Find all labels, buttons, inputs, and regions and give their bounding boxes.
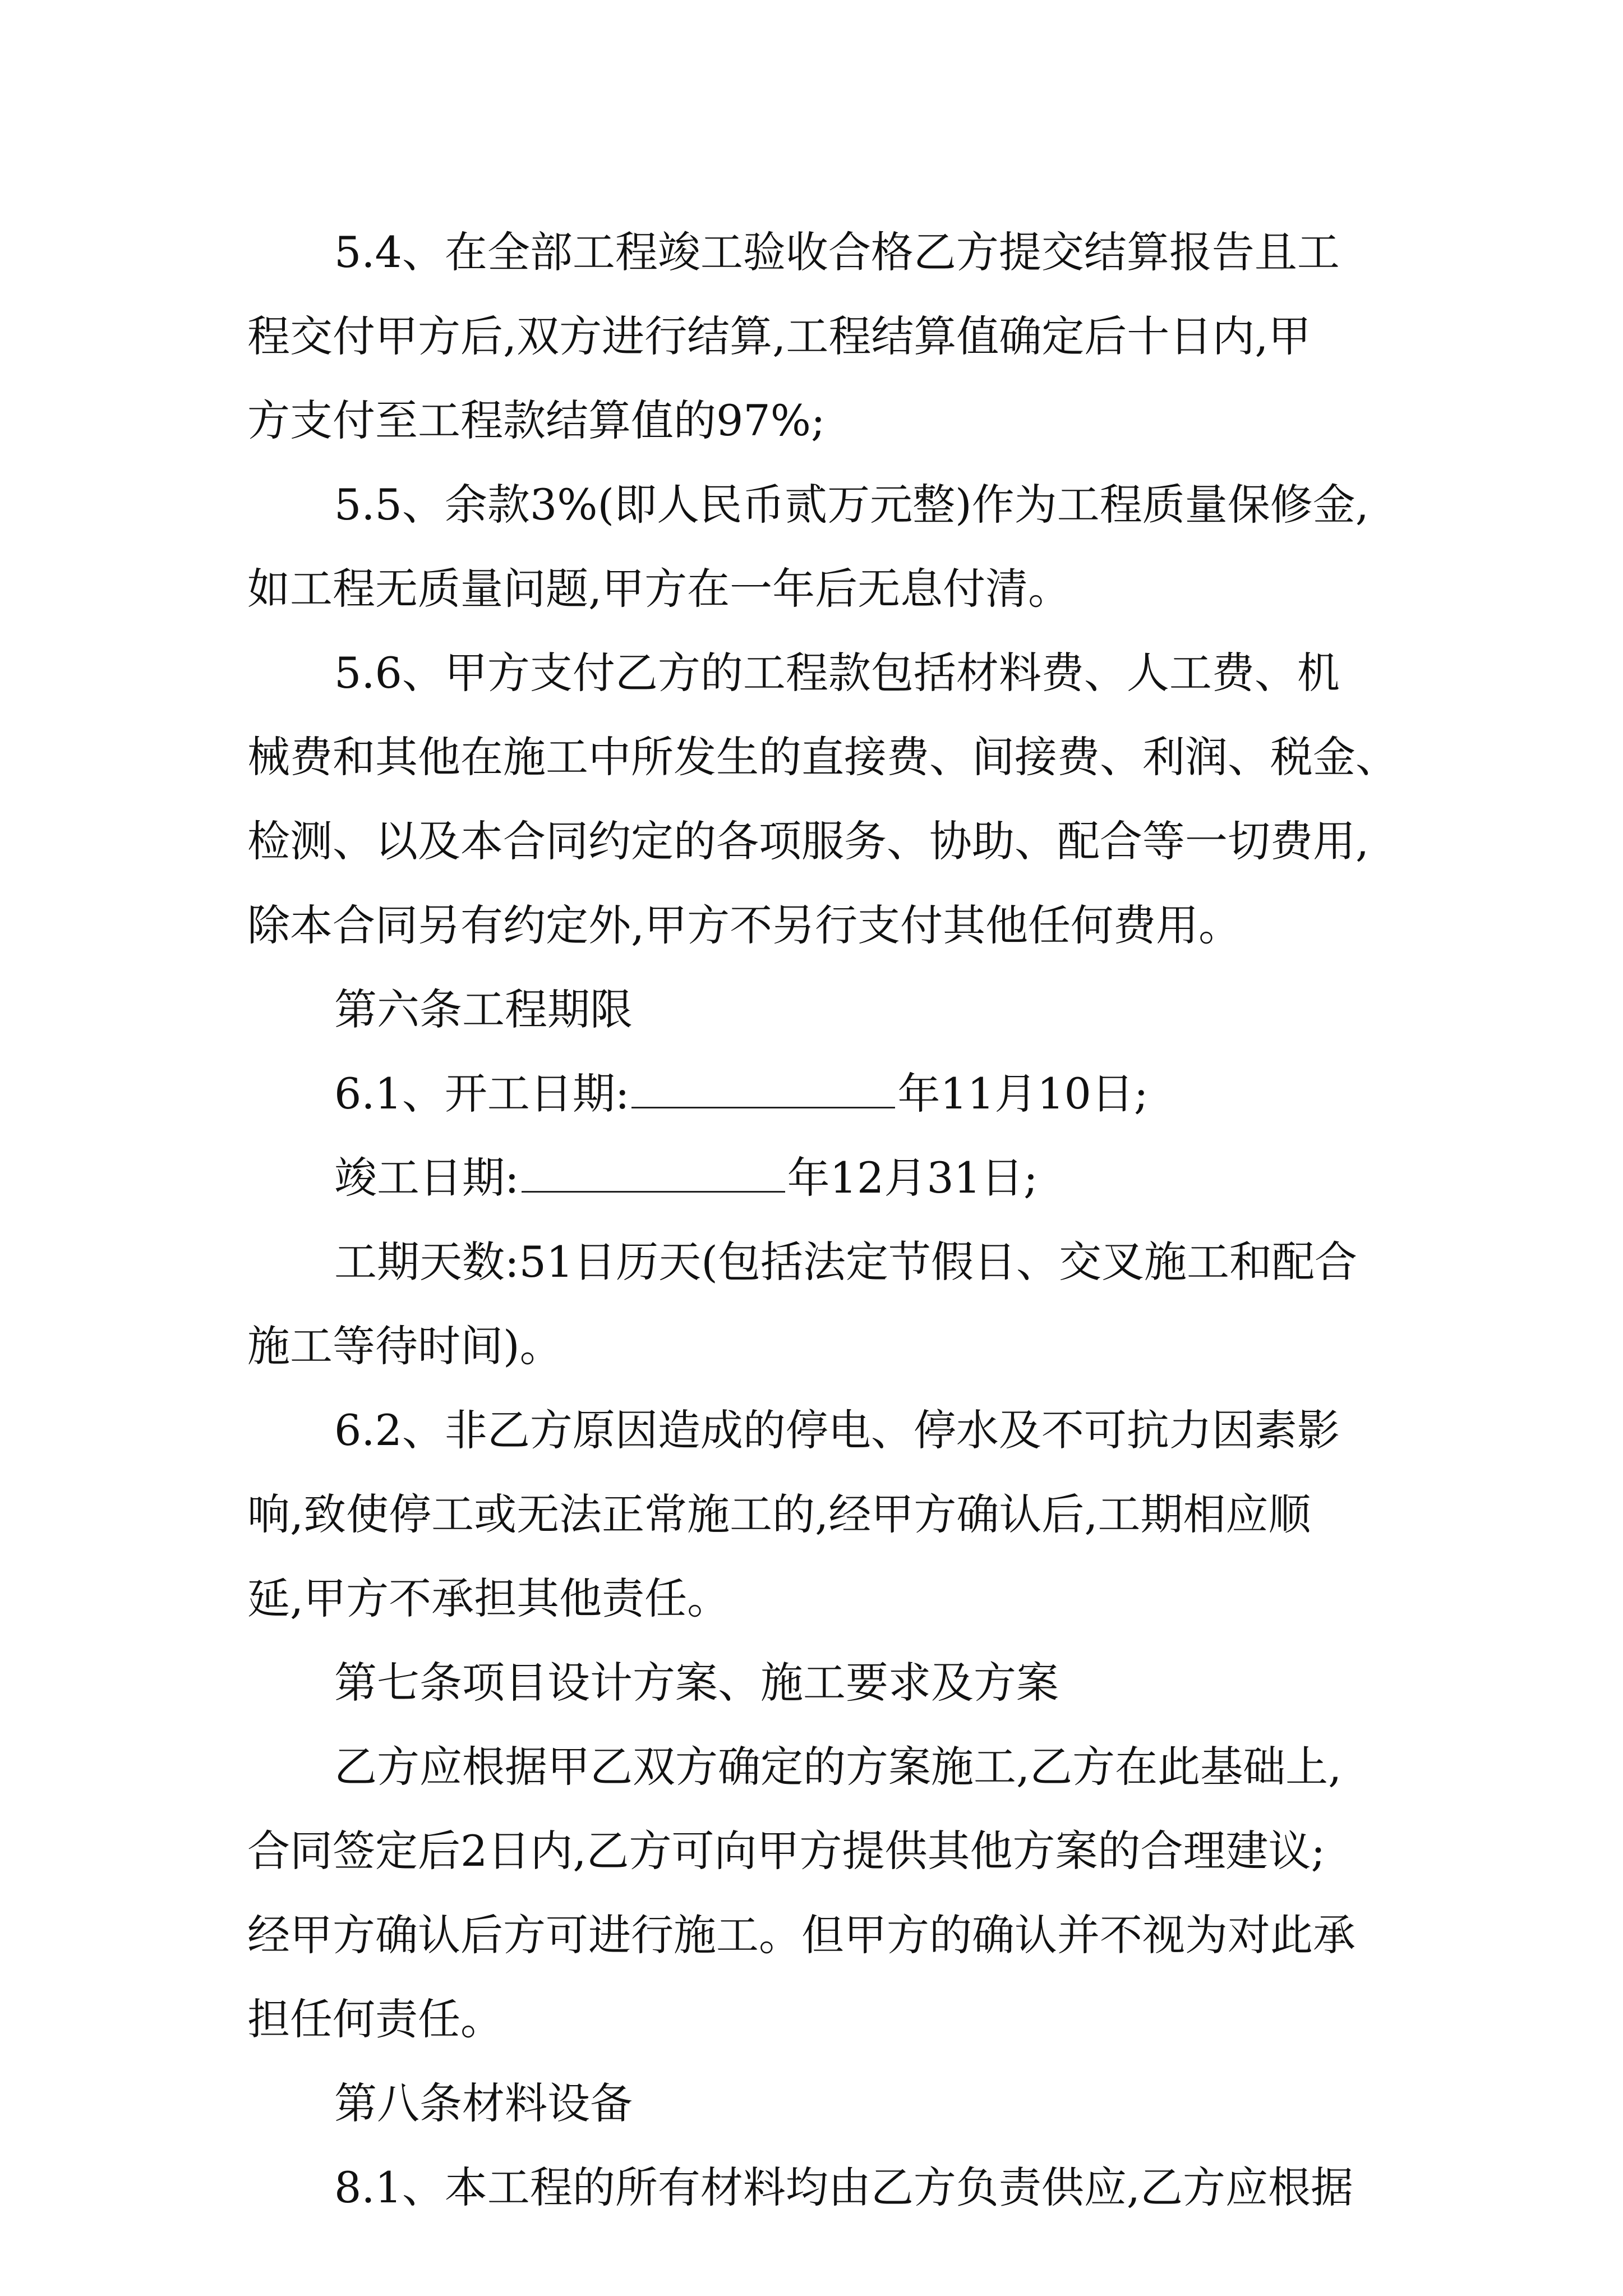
paragraph-5-6-line-2: 械费和其他在施工中所发生的直接费、间接费、利润、税金、 — [247, 732, 1398, 782]
end-date-label: 竣工日期: — [334, 1153, 519, 1203]
paragraph-6-2-line-3: 延,甲方不承担其他责任。 — [247, 1573, 730, 1623]
paragraph-5-4-line-1: 5.4、在全部工程竣工验收合格乙方提交结算报告且工 — [334, 227, 1340, 277]
end-date-suffix: 年12月31日; — [787, 1153, 1038, 1203]
article-6-heading: 第六条工程期限 — [334, 984, 633, 1034]
article-7-line-4: 担任何责任。 — [247, 1994, 503, 2044]
paragraph-5-6-line-1: 5.6、甲方支付乙方的工程款包括材料费、人工费、机 — [334, 648, 1340, 698]
document-body — [247, 210, 1398, 2230]
paragraph-6-2-line-1: 6.2、非乙方原因造成的停电、停水及不可抗力因素影 — [334, 1405, 1340, 1455]
paragraph-5-5-line-1: 5.5、余款3%(即人民币贰万元整)作为工程质量保修金, — [334, 480, 1369, 530]
start-date-label: 6.1、开工日期: — [334, 1069, 630, 1119]
duration-line-2: 施工等待时间)。 — [247, 1321, 562, 1371]
duration-line-1: 工期天数:51日历天(包括法定节假日、交叉施工和配合 — [334, 1237, 1357, 1287]
end-date-year-blank — [522, 1154, 785, 1193]
paragraph-5-4-line-3: 方支付至工程款结算值的97%; — [247, 395, 826, 445]
end-date-line — [247, 1136, 1380, 1220]
article-7-line-3: 经甲方确认后方可进行施工。但甲方的确认并不视为对此承 — [247, 1910, 1355, 1960]
paragraph-6-2-line-2: 响,致使停工或无法正常施工的,经甲方确认后,工期相应顺 — [247, 1489, 1311, 1539]
paragraph-5-6-line-3: 检测、以及本合同约定的各项服务、协助、配合等一切费用, — [247, 816, 1370, 866]
article-7-heading: 第七条项目设计方案、施工要求及方案 — [334, 1658, 1059, 1708]
paragraph-5-5-line-2: 如工程无质量问题,甲方在一年后无息付清。 — [247, 564, 1071, 614]
paragraph-5-6-line-4: 除本合同另有约定外,甲方不另行支付其他任何费用。 — [247, 900, 1242, 950]
article-7-line-1: 乙方应根据甲乙双方确定的方案施工,乙方在此基础上, — [334, 1742, 1342, 1792]
paragraph-8-1-line-1: 8.1、本工程的所有材料均由乙方负责供应,乙方应根据 — [334, 2162, 1354, 2212]
start-date-line — [247, 1052, 1380, 1136]
start-date-year-blank — [631, 1070, 895, 1108]
article-7-line-2: 合同签定后2日内,乙方可向甲方提供其他方案的合理建议; — [247, 1826, 1326, 1876]
article-8-heading: 第八条材料设备 — [334, 2078, 633, 2128]
start-date-suffix: 年11月10日; — [897, 1069, 1149, 1119]
paragraph-5-4-line-2: 程交付甲方后,双方进行结算,工程结算值确定后十日内,甲 — [247, 311, 1311, 361]
